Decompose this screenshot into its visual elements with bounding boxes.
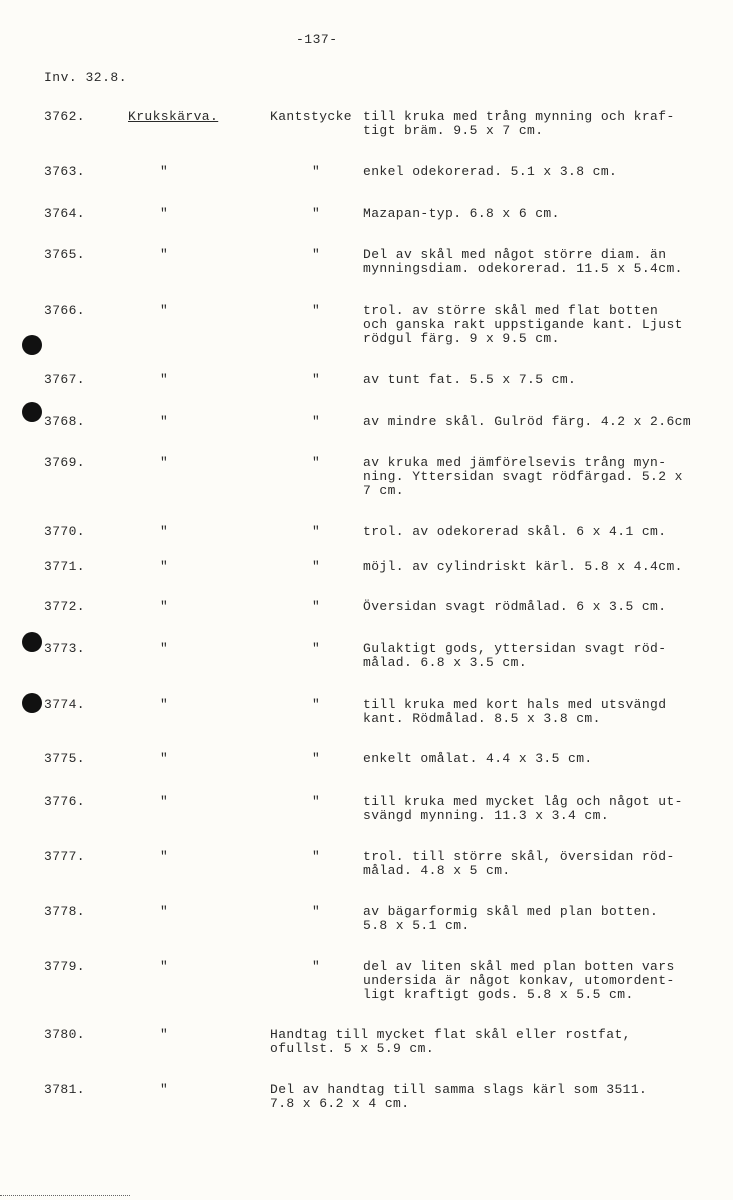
ditto-mark: " bbox=[160, 959, 169, 974]
ditto-mark: " bbox=[160, 247, 169, 262]
description-line: Mazapan-typ. 6.8 x 6 cm. bbox=[363, 206, 560, 221]
ditto-mark: " bbox=[312, 599, 321, 614]
entry-number: 3767. bbox=[44, 372, 86, 387]
description-line: ligt kraftigt gods. 5.8 x 5.5 cm. bbox=[363, 987, 634, 1002]
ditto-mark: " bbox=[312, 559, 321, 574]
entry-description bbox=[363, 960, 723, 1002]
ditto-mark: " bbox=[312, 849, 321, 864]
entry-number: 3770. bbox=[44, 524, 86, 539]
ditto-mark: " bbox=[312, 455, 321, 470]
ditto-mark: " bbox=[312, 524, 321, 539]
entry-description bbox=[363, 373, 723, 387]
punch-hole-icon bbox=[22, 402, 42, 422]
description-line: Del av skål med något större diam. än bbox=[363, 247, 667, 262]
description-line: ofullst. 5 x 5.9 cm. bbox=[270, 1041, 435, 1056]
entry-description bbox=[363, 752, 723, 766]
entry-number: 3765. bbox=[44, 247, 86, 262]
entry-number: 3774. bbox=[44, 697, 86, 712]
description-line: rödgul färg. 9 x 9.5 cm. bbox=[363, 331, 560, 346]
ditto-mark: " bbox=[312, 697, 321, 712]
entry-number: 3763. bbox=[44, 164, 86, 179]
description-line: och ganska rakt uppstigande kant. Ljust bbox=[363, 317, 683, 332]
description-line: kant. Rödmålad. 8.5 x 3.8 cm. bbox=[363, 711, 601, 726]
entry-number: 3777. bbox=[44, 849, 86, 864]
description-line: målad. 6.8 x 3.5 cm. bbox=[363, 655, 528, 670]
entry-description bbox=[363, 110, 723, 138]
entry-description bbox=[363, 525, 723, 539]
ditto-mark: " bbox=[312, 164, 321, 179]
entry-number: 3781. bbox=[44, 1082, 86, 1097]
entry-description bbox=[363, 415, 723, 429]
ditto-mark: " bbox=[160, 206, 169, 221]
description-line: av kruka med jämförelsevis trång myn- bbox=[363, 455, 667, 470]
ditto-mark: " bbox=[312, 247, 321, 262]
ditto-mark: " bbox=[312, 206, 321, 221]
description-line: tigt bräm. 9.5 x 7 cm. bbox=[363, 123, 544, 138]
inventory-label: Inv. 32.8. bbox=[44, 70, 128, 85]
entry-description bbox=[363, 560, 723, 574]
description-line: trol. till större skål, översidan röd- bbox=[363, 849, 675, 864]
entry-description bbox=[363, 165, 723, 179]
ditto-mark: " bbox=[160, 751, 169, 766]
ditto-mark: " bbox=[312, 904, 321, 919]
ditto-mark: " bbox=[312, 959, 321, 974]
ditto-mark: " bbox=[312, 414, 321, 429]
entry-number: 3762. bbox=[44, 109, 86, 124]
ditto-mark: " bbox=[312, 751, 321, 766]
description-line: mynningsdiam. odekorerad. 11.5 x 5.4cm. bbox=[363, 261, 683, 276]
description-line: 5.8 x 5.1 cm. bbox=[363, 918, 470, 933]
entry-description bbox=[363, 456, 723, 498]
punch-hole-icon bbox=[22, 335, 42, 355]
punch-hole-icon bbox=[22, 632, 42, 652]
description-line: ning. Yttersidan svagt rödfärgad. 5.2 x bbox=[363, 469, 683, 484]
entry-description bbox=[363, 698, 723, 726]
description-line: möjl. av cylindriskt kärl. 5.8 x 4.4cm. bbox=[363, 559, 683, 574]
ditto-mark: " bbox=[160, 164, 169, 179]
description-line: trol. av större skål med flat botten bbox=[363, 303, 659, 318]
description-line: till kruka med mycket låg och något ut- bbox=[363, 794, 683, 809]
bottom-divider bbox=[0, 1195, 130, 1196]
entry-number: 3769. bbox=[44, 455, 86, 470]
entry-number: 3779. bbox=[44, 959, 86, 974]
entry-category: Krukskärva. bbox=[128, 109, 219, 124]
description-line: del av liten skål med plan botten vars bbox=[363, 959, 675, 974]
entry-number: 3780. bbox=[44, 1027, 86, 1042]
description-line: 7.8 x 6.2 x 4 cm. bbox=[270, 1096, 410, 1111]
ditto-mark: " bbox=[160, 849, 169, 864]
ditto-mark: " bbox=[160, 1027, 169, 1042]
entry-description bbox=[363, 850, 723, 878]
ditto-mark: " bbox=[160, 559, 169, 574]
description-line: Handtag till mycket flat skål eller rostfat, bbox=[270, 1027, 631, 1042]
ditto-mark: " bbox=[160, 904, 169, 919]
ditto-mark: " bbox=[312, 372, 321, 387]
ditto-mark: " bbox=[160, 1082, 169, 1097]
description-line: till kruka med trång mynning och kraf- bbox=[363, 109, 675, 124]
description-line: Del av handtag till samma slags kärl som 3511. bbox=[270, 1082, 648, 1097]
description-line: svängd mynning. 11.3 x 3.4 cm. bbox=[363, 808, 610, 823]
entry-description bbox=[363, 600, 723, 614]
description-line: målad. 4.8 x 5 cm. bbox=[363, 863, 511, 878]
ditto-mark: " bbox=[160, 455, 169, 470]
description-line: av bägarformig skål med plan botten. bbox=[363, 904, 659, 919]
description-line: Gulaktigt gods, yttersidan svagt röd- bbox=[363, 641, 667, 656]
ditto-mark: " bbox=[160, 414, 169, 429]
entry-number: 3776. bbox=[44, 794, 86, 809]
description-line: 7 cm. bbox=[363, 483, 405, 498]
entry-description bbox=[270, 1028, 720, 1056]
description-line: trol. av odekorerad skål. 6 x 4.1 cm. bbox=[363, 524, 667, 539]
description-line: enkel odekorerad. 5.1 x 3.8 cm. bbox=[363, 164, 618, 179]
entry-description bbox=[363, 248, 723, 276]
entry-number: 3775. bbox=[44, 751, 86, 766]
entry-description bbox=[363, 642, 723, 670]
entry-number: 3768. bbox=[44, 414, 86, 429]
entry-description bbox=[363, 795, 723, 823]
entry-number: 3764. bbox=[44, 206, 86, 221]
description-line: enkelt omålat. 4.4 x 3.5 cm. bbox=[363, 751, 593, 766]
ditto-mark: " bbox=[160, 697, 169, 712]
ditto-mark: " bbox=[160, 524, 169, 539]
ditto-mark: " bbox=[160, 599, 169, 614]
punch-hole-icon bbox=[22, 693, 42, 713]
entry-piece-type: Kantstycke bbox=[270, 109, 353, 124]
description-line: till kruka med kort hals med utsvängd bbox=[363, 697, 667, 712]
ditto-mark: " bbox=[160, 641, 169, 656]
entry-number: 3773. bbox=[44, 641, 86, 656]
ditto-mark: " bbox=[160, 372, 169, 387]
description-line: av tunt fat. 5.5 x 7.5 cm. bbox=[363, 372, 577, 387]
ditto-mark: " bbox=[312, 303, 321, 318]
ditto-mark: " bbox=[160, 794, 169, 809]
entry-description bbox=[363, 207, 723, 221]
ditto-mark: " bbox=[312, 794, 321, 809]
page-number: -137- bbox=[296, 32, 338, 47]
entry-description bbox=[363, 905, 723, 933]
ditto-mark: " bbox=[312, 641, 321, 656]
entry-description bbox=[270, 1083, 720, 1111]
description-line: av mindre skål. Gulröd färg. 4.2 x 2.6cm bbox=[363, 414, 692, 429]
ditto-mark: " bbox=[160, 303, 169, 318]
entry-number: 3772. bbox=[44, 599, 86, 614]
entry-number: 3771. bbox=[44, 559, 86, 574]
entry-number: 3778. bbox=[44, 904, 86, 919]
description-line: Översidan svagt rödmålad. 6 x 3.5 cm. bbox=[363, 599, 667, 614]
entry-description bbox=[363, 304, 723, 346]
description-line: undersida är något konkav, utomordent- bbox=[363, 973, 675, 988]
entry-number: 3766. bbox=[44, 303, 86, 318]
